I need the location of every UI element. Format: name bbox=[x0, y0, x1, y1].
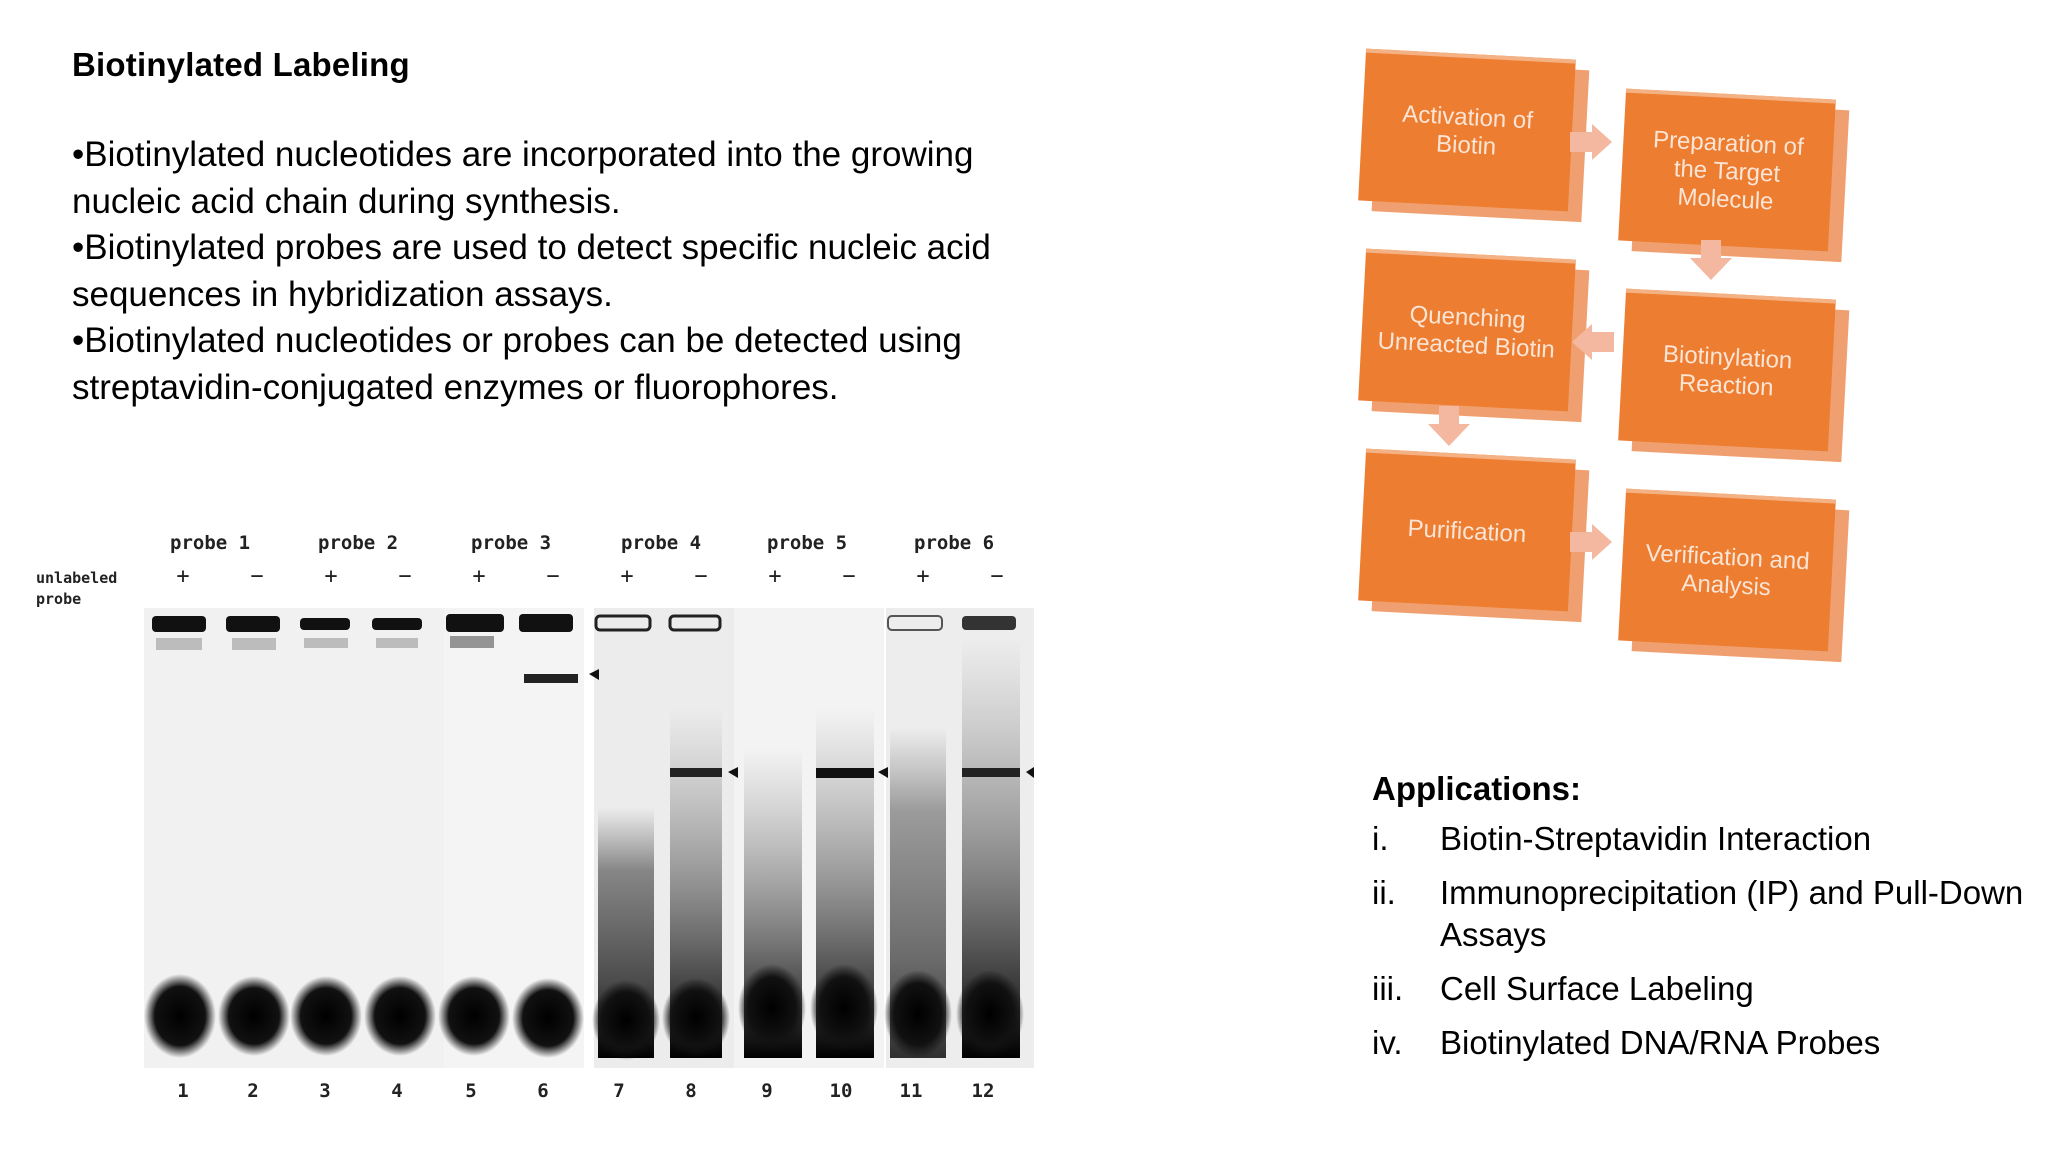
lane-number: 1 bbox=[177, 1080, 189, 1102]
lane-number: 7 bbox=[613, 1080, 625, 1102]
sign-label: − bbox=[250, 564, 264, 589]
list-item-number: i. bbox=[1372, 820, 1389, 857]
sign-label: + bbox=[768, 564, 782, 589]
step-verification-and-analysis bbox=[1618, 489, 1836, 652]
shifted-band bbox=[962, 768, 1020, 777]
list-item bbox=[1372, 1022, 2032, 1064]
applications-list bbox=[1372, 818, 2032, 1064]
shifted-band bbox=[816, 768, 874, 778]
slide-title: Biotinylated Labeling bbox=[72, 46, 410, 83]
bullet-item: •Biotinylated probes are used to detect specific nucleic acid sequences in hybridization assays. bbox=[72, 228, 991, 314]
step-label: Verification and Analysis bbox=[1644, 539, 1811, 602]
sign-label: + bbox=[472, 564, 486, 589]
bullet-item: •Biotinylated nucleotides or probes can be detected using streptavidin-conjugated enzymes or fluorophores. bbox=[72, 321, 962, 407]
probe-label: probe 1 bbox=[170, 532, 251, 554]
sign-label: + bbox=[176, 564, 190, 589]
lane-number: 3 bbox=[319, 1080, 331, 1102]
step-label: Preparation of the Target Molecule bbox=[1652, 126, 1805, 216]
list-item-text: Cell Surface Labeling bbox=[1440, 970, 1754, 1007]
step-preparation-of-target bbox=[1618, 89, 1836, 252]
step-purification bbox=[1358, 449, 1576, 612]
sign-label: − bbox=[990, 564, 1004, 589]
probe-label: probe 2 bbox=[318, 532, 399, 554]
step-biotinylation-reaction bbox=[1618, 289, 1836, 452]
probe-label: probe 5 bbox=[767, 532, 848, 554]
step-label: Biotinylation Reaction bbox=[1662, 340, 1793, 402]
probe-side-label: probe bbox=[36, 590, 82, 608]
arrow-left-icon bbox=[1570, 322, 1616, 362]
bullet-list bbox=[72, 132, 1032, 411]
step-label: Purification bbox=[1406, 514, 1527, 549]
sign-label: + bbox=[324, 564, 338, 589]
probe-label: probe 4 bbox=[621, 532, 702, 554]
biotinylation-flow-diagram bbox=[1340, 40, 1860, 640]
arrow-right-icon bbox=[1568, 122, 1614, 162]
list-item-number: iii. bbox=[1372, 970, 1404, 1007]
arrow-down-icon bbox=[1426, 406, 1472, 446]
list-item-text: Biotinylated DNA/RNA Probes bbox=[1440, 1024, 1881, 1061]
lane-number: 12 bbox=[971, 1080, 995, 1102]
list-item-text: Immunoprecipitation (IP) and Pull-Down Assays bbox=[1440, 874, 2024, 953]
gel-image bbox=[144, 608, 1034, 1068]
arrow-right-icon bbox=[1568, 522, 1614, 562]
sign-label: + bbox=[620, 564, 634, 589]
probe-label: probe 3 bbox=[471, 532, 552, 554]
shifted-band bbox=[524, 674, 578, 683]
arrow-down-icon bbox=[1688, 240, 1734, 280]
step-quenching-unreacted-biotin bbox=[1358, 249, 1576, 412]
applications-heading: Applications: bbox=[1372, 770, 1582, 807]
list-item bbox=[1372, 968, 2032, 1010]
lane-number: 8 bbox=[685, 1080, 697, 1102]
list-item bbox=[1372, 872, 2032, 956]
lane-number: 10 bbox=[829, 1080, 853, 1102]
list-item-number: iv. bbox=[1372, 1024, 1403, 1061]
probe-label: probe 6 bbox=[914, 532, 995, 554]
lane-number: 4 bbox=[391, 1080, 403, 1102]
lane-number: 2 bbox=[247, 1080, 259, 1102]
sign-label: − bbox=[842, 564, 856, 589]
step-label: Quenching Unreacted Biotin bbox=[1376, 300, 1556, 364]
bullet-item: •Biotinylated nucleotides are incorporated into the growing nucleic acid chain during synthesis. bbox=[72, 135, 974, 221]
lane-number: 11 bbox=[899, 1080, 923, 1102]
sign-label: − bbox=[694, 564, 708, 589]
applications-section bbox=[1372, 770, 2032, 1076]
list-item-text: Biotin-Streptavidin Interaction bbox=[1440, 820, 1872, 857]
shifted-band bbox=[670, 768, 722, 777]
gel-figure bbox=[36, 528, 1036, 1108]
lane-number: 6 bbox=[537, 1080, 549, 1102]
sign-label: − bbox=[398, 564, 412, 589]
step-activation-of-biotin bbox=[1358, 49, 1576, 212]
sign-label: + bbox=[916, 564, 930, 589]
step-label: Activation of Biotin bbox=[1401, 100, 1534, 161]
lane-number: 5 bbox=[465, 1080, 477, 1102]
sign-label: − bbox=[546, 564, 560, 589]
list-item bbox=[1372, 818, 2032, 860]
lane-number: 9 bbox=[761, 1080, 773, 1102]
unlabeled-label: unlabeled bbox=[36, 569, 118, 587]
list-item-number: ii. bbox=[1372, 874, 1396, 911]
